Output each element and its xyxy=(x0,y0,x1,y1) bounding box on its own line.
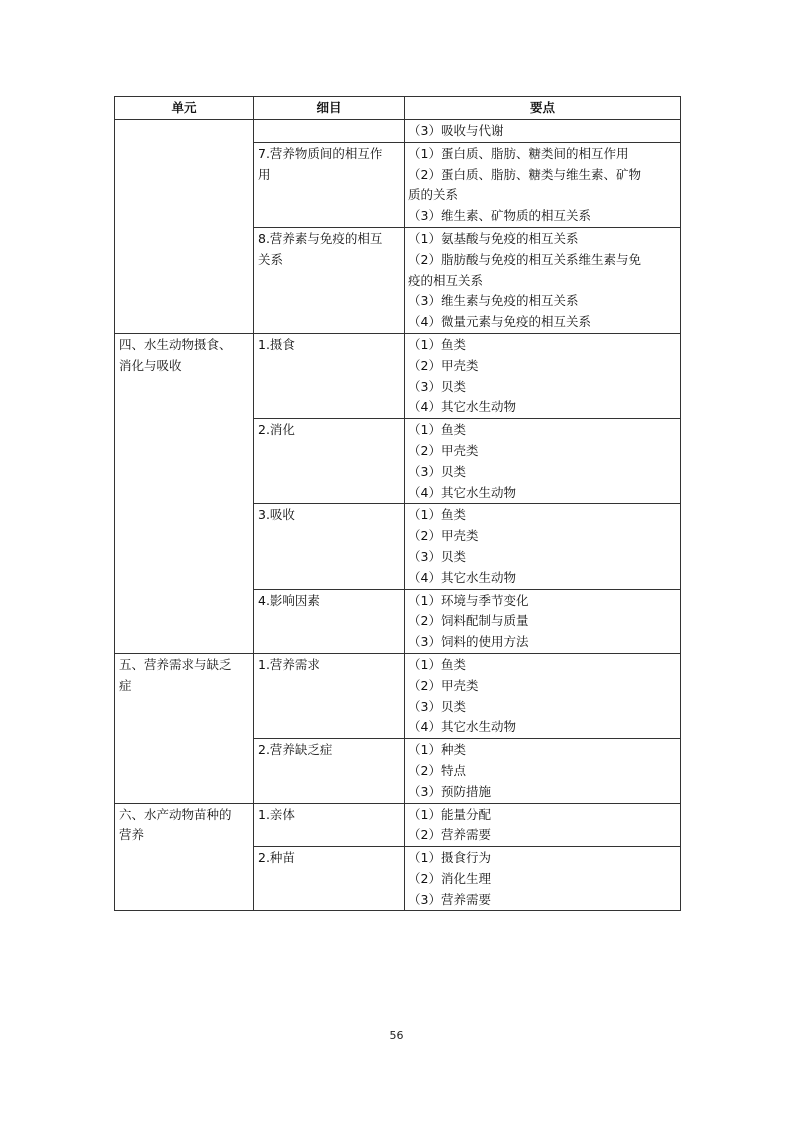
point-text: （3）吸收与代谢 xyxy=(408,123,504,138)
points-cell xyxy=(405,589,681,653)
detail-cell xyxy=(254,333,405,418)
point-text: （3）维生素、矿物质的相互关系 xyxy=(408,208,591,224)
detail-text: 8.营养素与免疫的相互 xyxy=(258,230,383,246)
detail-cell xyxy=(254,227,405,333)
detail-cell xyxy=(254,142,405,227)
unit-text: 症 xyxy=(119,677,132,693)
detail-text: 1.营养需求 xyxy=(258,656,320,672)
point-text: 质的关系 xyxy=(408,187,459,203)
point-text: （1）氨基酸与免疫的相互关系 xyxy=(408,230,579,246)
point-text: （3）预防措施 xyxy=(408,783,491,799)
points-cell xyxy=(405,142,681,227)
header-unit: 单元 xyxy=(115,97,254,120)
detail-text: 3.吸收 xyxy=(258,507,295,523)
point-text: （1）种类 xyxy=(408,742,466,758)
unit-text: 六、水产动物苗种的 xyxy=(119,806,232,822)
points-cell xyxy=(405,419,681,504)
detail-cell xyxy=(254,419,405,504)
detail-cell xyxy=(254,847,405,911)
unit-cell xyxy=(115,120,254,334)
points-cell xyxy=(405,847,681,911)
point-text: （1）摄食行为 xyxy=(408,850,491,866)
point-text: （3）饲料的使用方法 xyxy=(408,634,529,650)
unit-text: 消化与吸收 xyxy=(119,357,182,373)
points-cell xyxy=(405,739,681,803)
point-text: （2）甲壳类 xyxy=(408,528,479,544)
table-row xyxy=(115,653,681,738)
syllabus-table xyxy=(114,96,681,911)
point-text: （2）脂肪酸与免疫的相互关系维生素与免 xyxy=(408,251,641,267)
detail-text: 关系 xyxy=(258,251,284,267)
detail-text: 4.影响因素 xyxy=(258,592,320,608)
point-text: （4）其它水生动物 xyxy=(408,569,516,585)
unit-text: 营养 xyxy=(119,827,145,843)
point-text: （3）贝类 xyxy=(408,463,466,479)
point-text: （3）维生素与免疫的相互关系 xyxy=(408,293,579,309)
point-text: （3）贝类 xyxy=(408,698,466,714)
point-text: （4）微量元素与免疫的相互关系 xyxy=(408,314,591,330)
table-body xyxy=(115,120,681,911)
unit-text: 四、水生动物摄食、 xyxy=(119,336,232,352)
points-cell xyxy=(405,504,681,589)
point-text: （4）其它水生动物 xyxy=(408,484,516,500)
point-text: （1）能量分配 xyxy=(408,806,491,822)
unit-text: 五、营养需求与缺乏 xyxy=(119,656,232,672)
point-text: （2）甲壳类 xyxy=(408,357,479,373)
header-points: 要点 xyxy=(405,97,681,120)
point-text: 疫的相互关系 xyxy=(408,272,484,288)
point-text: （1）鱼类 xyxy=(408,422,466,438)
detail-text: 2.营养缺乏症 xyxy=(258,742,333,758)
point-text: （3）贝类 xyxy=(408,378,466,394)
points-cell xyxy=(405,333,681,418)
unit-cell xyxy=(115,333,254,653)
point-text: （1）鱼类 xyxy=(408,656,466,672)
point-text: （3）营养需要 xyxy=(408,891,491,907)
table-row xyxy=(115,333,681,418)
table-row xyxy=(115,120,681,143)
detail-text: 用 xyxy=(258,166,271,182)
detail-text: 2.种苗 xyxy=(258,850,295,866)
point-text: （2）特点 xyxy=(408,762,466,778)
header-detail: 细目 xyxy=(254,97,405,120)
point-text: （1）鱼类 xyxy=(408,336,466,352)
point-text: （3）贝类 xyxy=(408,548,466,564)
unit-cell xyxy=(115,653,254,803)
header-row xyxy=(115,97,681,120)
point-text: （2）消化生理 xyxy=(408,870,491,886)
point-text: （1）蛋白质、脂肪、糖类间的相互作用 xyxy=(408,145,629,161)
points-cell xyxy=(405,653,681,738)
point-text: （2）营养需要 xyxy=(408,827,491,843)
unit-cell xyxy=(115,803,254,911)
page-number: 56 xyxy=(389,1029,404,1042)
detail-text: 1.摄食 xyxy=(258,336,295,352)
detail-text: 1.亲体 xyxy=(258,806,295,822)
point-text: （1）鱼类 xyxy=(408,507,466,523)
point-text: （4）其它水生动物 xyxy=(408,399,516,415)
detail-text: 7.营养物质间的相互作 xyxy=(258,145,383,161)
detail-cell xyxy=(254,739,405,803)
detail-cell xyxy=(254,589,405,653)
detail-cell xyxy=(254,653,405,738)
point-text: （2）蛋白质、脂肪、糖类与维生素、矿物 xyxy=(408,166,641,182)
point-text: （4）其它水生动物 xyxy=(408,719,516,735)
table-row xyxy=(115,803,681,847)
detail-cell xyxy=(254,803,405,847)
detail-cell xyxy=(254,504,405,589)
points-cell xyxy=(405,227,681,333)
points-cell xyxy=(405,120,681,143)
point-text: （2）甲壳类 xyxy=(408,677,479,693)
detail-cell xyxy=(254,120,405,143)
detail-text: 2.消化 xyxy=(258,422,295,438)
point-text: （2）饲料配制与质量 xyxy=(408,613,529,629)
point-text: （2）甲壳类 xyxy=(408,442,479,458)
point-text: （1）环境与季节变化 xyxy=(408,592,529,608)
points-cell xyxy=(405,803,681,847)
